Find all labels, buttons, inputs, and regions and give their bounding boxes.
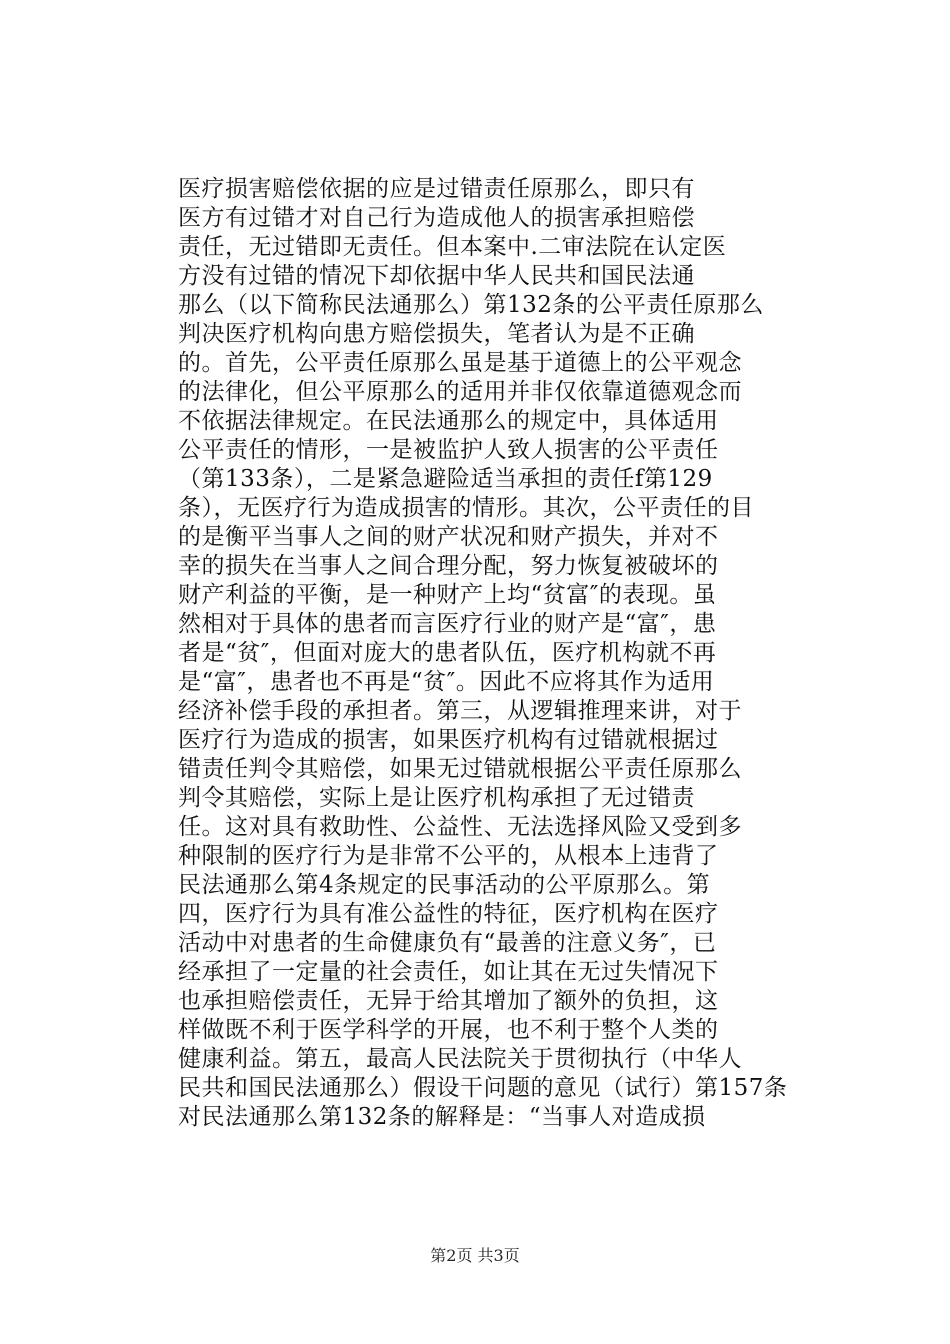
text-line: （第133条），二是紧急避险适当承担的责任f第129 (178, 466, 713, 492)
text-line: 的。首先，公平责任原那么虽是基于道德上的公平观念 (178, 350, 742, 376)
text-line: 样做既不利于医学科学的开展，也不利于整个人类的 (178, 1017, 719, 1043)
text-line: 任。这对具有救助性、公益性、无法选择风险又受到多 (178, 814, 742, 840)
text-line: 医疗损害赔偿依据的应是过错责任原那么，即只有 (178, 176, 695, 202)
text-line: 的是衡平当事人之间的财产状况和财产损失，并对不 (178, 524, 719, 550)
text-line: 财产利益的平衡，是一种财产上均“贫富″的表现。虽 (178, 582, 717, 608)
page-footer: 第2页 共3页 (430, 1246, 520, 1265)
text-line: 活动中对患者的生命健康负有“最善的注意义务″，已 (178, 930, 717, 956)
text-line: 经济补偿手段的承担者。第三，从逻辑推理来讲，对于 (178, 698, 742, 724)
text-line: 也承担赔偿责任，无异于给其增加了额外的负担，这 (178, 988, 719, 1014)
text-line: 民共和国民法通那么）假设干问题的意见（试行）第157条 (178, 1075, 788, 1101)
text-line: 那么（以下简称民法通那么）第132条的公平责任原那么 (178, 292, 764, 318)
text-line: 判决医疗机构向患方赔偿损失，笔者认为是不正确 (178, 321, 695, 347)
text-line: 错责任判令其赔偿，如果无过错就根据公平责任原那么 (178, 756, 742, 782)
text-line: 民法通那么第4条规定的民事活动的公平原那么。第 (178, 872, 711, 898)
text-line: 经承担了一定量的社会责任，如让其在无过失情况下 (178, 959, 719, 985)
text-line: 四，医疗行为具有准公益性的特征，医疗机构在医疗 (178, 901, 719, 927)
text-line: 是“富″，患者也不再是“贫″。因此不应将其作为适用 (178, 669, 715, 695)
text-line: 对民法通那么第132条的解释是：“当事人对造成损 (178, 1104, 706, 1130)
body-text (178, 175, 858, 1132)
text-line: 者是“贫″，但面对庞大的患者队伍，医疗机构就不再 (178, 640, 717, 666)
text-line: 幸的损失在当事人之间合理分配，努力恢复被破坏的 (178, 553, 719, 579)
text-line: 的法律化，但公平原那么的适用并非仅依靠道德观念而 (178, 379, 742, 405)
text-line: 方没有过错的情况下却依据中华人民共和国民法通 (178, 263, 695, 289)
text-line: 不依据法律规定。在民法通那么的规定中，具体适用 (178, 408, 719, 434)
text-line: 判令其赔偿，实际上是让医疗机构承担了无过错责 (178, 785, 695, 811)
text-line: 条），无医疗行为造成损害的情形。其次，公平责任的目 (178, 495, 754, 521)
text-line: 责任，无过错即无责任。但本案中.二审法院在认定医 (178, 234, 727, 260)
text-line: 医疗行为造成的损害，如果医疗机构有过错就根据过 (178, 727, 719, 753)
text-line: 种限制的医疗行为是非常不公平的，从根本上违背了 (178, 843, 719, 869)
text-line: 然相对于具体的患者而言医疗行业的财产是“富″，患 (178, 611, 717, 637)
text-line: 公平责任的情形，一是被监护人致人损害的公平责任 (178, 437, 719, 463)
text-line: 健康利益。第五，最高人民法院关于贯彻执行（中华人 (178, 1046, 742, 1072)
text-line: 医方有过错才对自己行为造成他人的损害承担赔偿 (178, 205, 695, 231)
